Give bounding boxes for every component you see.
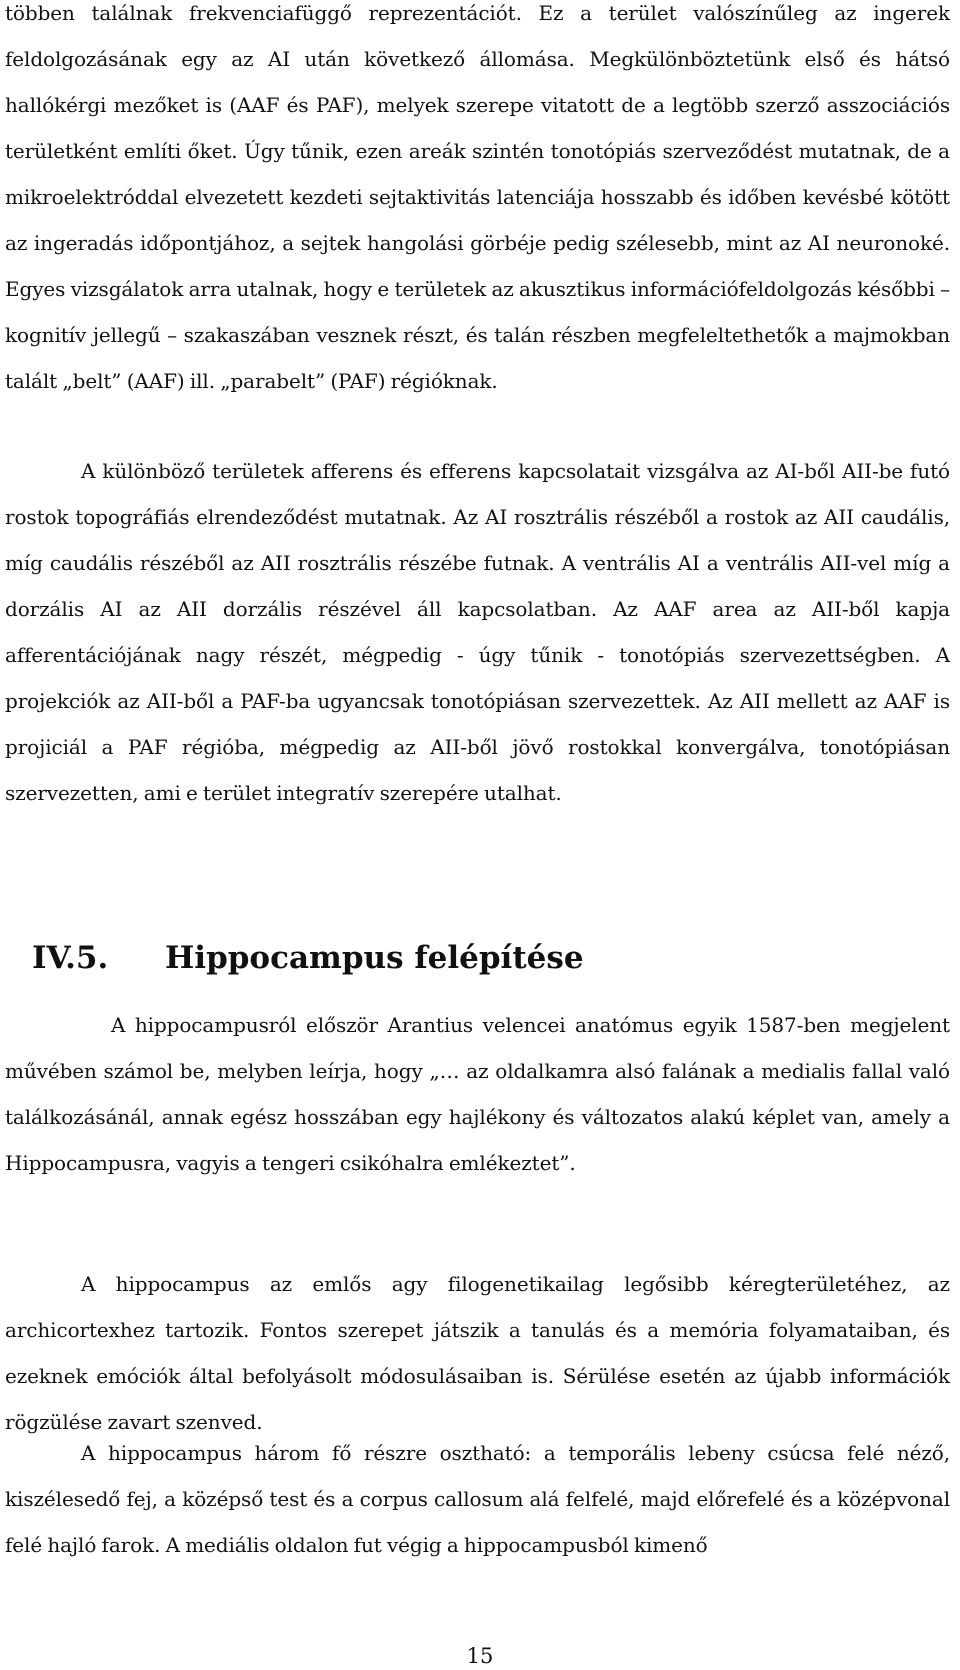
- section-title: Hippocampus felépítése: [165, 940, 584, 976]
- section-number: IV.5.: [32, 940, 109, 976]
- paragraph-connections: A különböző területek afferens és efferens kapcsolatait vizsgálva az AI-ből AII-be futó rostok topográfiás elrendeződést mutatnak. Az AI rosztrális részéből a rostok az AII caudális, míg caudális részéből az AII rosztrális részébe futnak. A ventrális AI a ventrális AII-vel míg a dorzális AI az AII dorzális részével áll kapcsolatban. Az AAF area az AII-ből kapja afferentációjának nagy részét, mégpedig - úgy tűnik - tonotópiás szervezettségben. A projekciók az AII-ből a PAF-ba ugyancsak tonotópiásan szervezettek. Az AII mellett az AAF is projiciál a PAF régióba, mégpedig az AII-ből jövő rostokkal konvergálva, tonotópiásan szervezetten, ami e terület integratív szerepére utalhat.: [5, 459, 950, 805]
- paragraph-hippocampus-function: A hippocampus az emlős agy filogenetikailag legősibb kéregterületéhez, az archicortexhez tartozik. Fontos szerepet játszik a tanulás és a memória folyamataiban, és ezeknek emóciók által befolyásolt módosulásaiban is. Sérülése esetén az újabb információk rögzülése zavart szenved.: [5, 1272, 950, 1434]
- paragraph-hippocampus-parts: A hippocampus három fő részre osztható: a temporális lebeny csúcsa felé néző, kiszélesedő fej, a középső test és a corpus callosum alá felfelé, majd előrefelé és a középvonal felé hajló farok. A mediális oldalon fut végig a hippocampusból kimenő: [5, 1441, 950, 1557]
- paragraph-auditory-fields: többen találnak frekvenciafüggő reprezentációt. Ez a terület valószínűleg az ingerek feldolgozásának egy az AI után következő állomása. Megkülönböztetünk első és hátsó hallókérgi mezőket is (AAF és PAF), melyek szerepe vitatott de a legtöbb szerző asszociációs területként említi őket. Úgy tűnik, ezen areák szintén tonotópiás szerveződést mutatnak, de a mikroelektróddal elvezetett kezdeti sejtaktivitás latenciája hosszabb és időben kevésbé kötött az ingeradás időpontjához, a sejtek hangolási görbéje pedig szélesebb, mint az AI neuronoké. Egyes vizsgálatok arra utalnak, hogy e területek az akusztikus információfeldolgozás későbbi – kognitív jellegű – szakaszában vesznek részt, és talán részben megfeleltethetők a majmokban talált „belt” (AAF) ill. „parabelt” (PAF) régióknak.: [5, 1, 950, 393]
- page-number: 15: [466, 1644, 494, 1668]
- section-heading: [32, 938, 584, 978]
- paragraph-hippocampus-history: A hippocampusról először Arantius velencei anatómus egyik 1587-ben megjelent művében számol be, melyben leírja, hogy „… az oldalkamra alsó falának a medialis fallal való találkozásánál, annak egész hosszában egy hajlékony és változatos alakú képlet van, amely a Hippocampusra, vagyis a tengeri csikóhalra emlékeztet”.: [5, 1013, 950, 1175]
